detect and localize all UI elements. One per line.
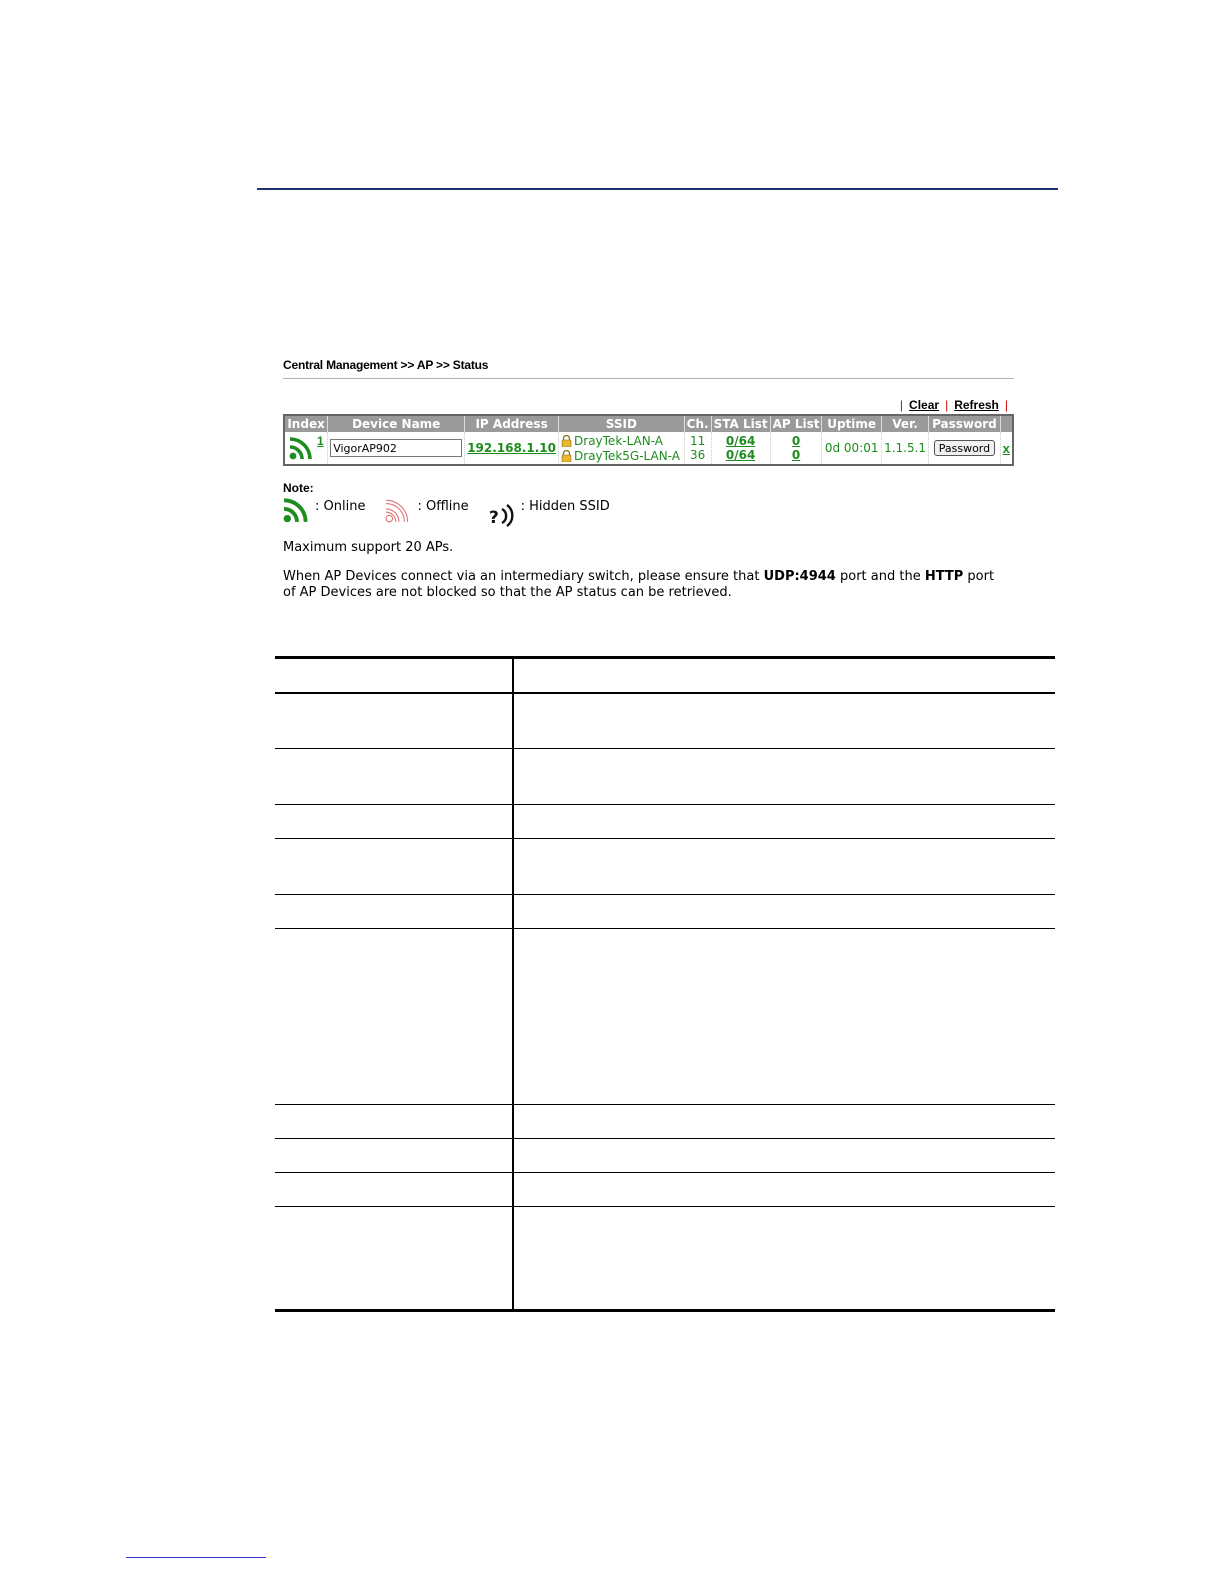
- desc-row: [275, 895, 1055, 929]
- separator: |: [899, 398, 904, 412]
- desc-row: [275, 693, 1055, 749]
- breadcrumb: Central Management >> AP >> Status: [283, 358, 489, 372]
- col-sta-list: STA List: [711, 415, 770, 432]
- desc-cell: [275, 693, 513, 749]
- ap-status-screenshot: [283, 356, 1016, 601]
- separator: |: [945, 398, 949, 412]
- password-button[interactable]: Password: [934, 440, 995, 456]
- desc-cell: [513, 1207, 1055, 1311]
- col-index: Index: [284, 415, 328, 432]
- warning-text: [283, 569, 1008, 601]
- password-cell: [929, 432, 1000, 465]
- top-rule: [257, 188, 1058, 190]
- desc-cell: [513, 1139, 1055, 1173]
- ssid-line: [561, 433, 682, 448]
- legend-online: [283, 497, 365, 527]
- lock-icon: [561, 435, 572, 447]
- version-cell: 1.1.5.1: [881, 432, 929, 465]
- index-link[interactable]: 1: [317, 434, 324, 448]
- separator: |: [1004, 398, 1008, 412]
- desc-cell: [513, 929, 1055, 1105]
- desc-row: [275, 1105, 1055, 1139]
- sta-list-cell: [711, 432, 770, 465]
- action-cell: [1000, 432, 1013, 465]
- desc-row: [275, 839, 1055, 895]
- desc-row: [275, 1173, 1055, 1207]
- col-ssid: SSID: [559, 415, 685, 432]
- desc-cell: [513, 1105, 1055, 1139]
- ssid-line: [561, 448, 682, 463]
- ap-list-link[interactable]: 0: [791, 434, 801, 448]
- desc-cell: [275, 749, 513, 805]
- wifi-online-icon: [289, 436, 315, 463]
- desc-cell: [513, 895, 1055, 929]
- lock-icon: [561, 450, 572, 462]
- ip-cell: [465, 432, 559, 465]
- note-legend: [283, 497, 1016, 529]
- desc-cell: [275, 1105, 513, 1139]
- desc-cell: [275, 658, 513, 693]
- channel-value: 11: [689, 434, 706, 448]
- desc-header-row: [275, 658, 1055, 693]
- desc-cell: [513, 805, 1055, 839]
- ap-list-cell: [770, 432, 822, 465]
- desc-cell: [275, 1207, 513, 1311]
- channel-value: 36: [689, 448, 706, 462]
- desc-cell: [275, 839, 513, 895]
- description-table: [275, 656, 1055, 1312]
- desc-cell: [513, 749, 1055, 805]
- col-channel: Ch.: [684, 415, 711, 432]
- index-cell: [284, 432, 328, 465]
- legend-online-label: : Online: [315, 499, 366, 514]
- svg-text:?: ?: [488, 508, 499, 527]
- desc-cell: [275, 929, 513, 1105]
- desc-cell: [513, 839, 1055, 895]
- legend-hidden: [489, 497, 610, 531]
- desc-cell: [275, 805, 513, 839]
- ssid-cell: [559, 432, 685, 465]
- col-uptime: Uptime: [822, 415, 881, 432]
- hidden-ssid-icon: [489, 501, 517, 531]
- ap-list-link[interactable]: 0: [791, 448, 801, 462]
- col-version: Ver.: [881, 415, 929, 432]
- col-action: [1000, 415, 1013, 432]
- device-name-cell: [328, 432, 465, 465]
- desc-row: [275, 929, 1055, 1105]
- ip-address-link[interactable]: 192.168.1.10: [467, 441, 557, 455]
- desc-cell: [513, 693, 1055, 749]
- wifi-offline-icon: [385, 497, 413, 527]
- warning-part: port and the: [835, 569, 925, 584]
- warning-part: When AP Devices connect via an intermediary switch, please ensure that: [283, 569, 764, 584]
- footer-rule: [126, 1557, 266, 1558]
- note-title: Note:: [283, 481, 314, 495]
- table-header-row: [284, 415, 1013, 432]
- col-ap-list: AP List: [770, 415, 822, 432]
- http-port: HTTP: [924, 569, 964, 584]
- refresh-link[interactable]: Refresh: [954, 398, 999, 412]
- legend-offline-label: : Offline: [417, 499, 469, 514]
- desc-row: [275, 749, 1055, 805]
- clear-link[interactable]: Clear: [909, 398, 940, 412]
- legend-hidden-label: : Hidden SSID: [520, 499, 610, 514]
- ap-status-table: [283, 414, 1014, 466]
- desc-row: [275, 1139, 1055, 1173]
- desc-cell: [513, 658, 1055, 693]
- col-password: Password: [929, 415, 1000, 432]
- legend-offline: [385, 497, 468, 527]
- ssid-text: DrayTek5G-LAN-A: [574, 448, 680, 463]
- desc-cell: [513, 1173, 1055, 1207]
- delete-icon[interactable]: x: [1002, 440, 1010, 456]
- sta-list-link[interactable]: 0/64: [725, 434, 756, 448]
- warning-part: port of AP Devices are not blocked so that the AP status can be retrieved.: [283, 569, 995, 600]
- action-links: [283, 398, 1014, 412]
- max-support-text: Maximum support 20 APs.: [283, 540, 454, 555]
- desc-row: [275, 805, 1055, 839]
- uptime-cell: 0d 00:01: [822, 432, 881, 465]
- desc-cell: [275, 895, 513, 929]
- table-row: [284, 432, 1013, 465]
- channel-cell: [684, 432, 711, 465]
- desc-cell: [275, 1173, 513, 1207]
- device-name-input[interactable]: [330, 439, 462, 457]
- ssid-text: DrayTek-LAN-A: [574, 433, 664, 448]
- col-device-name: Device Name: [328, 415, 465, 432]
- wifi-online-icon: [283, 497, 311, 527]
- col-ip-address: IP Address: [465, 415, 559, 432]
- breadcrumb-divider: [283, 378, 1014, 379]
- sta-list-link[interactable]: 0/64: [725, 448, 756, 462]
- desc-row: [275, 1207, 1055, 1311]
- udp-port: UDP:4944: [763, 569, 836, 584]
- desc-cell: [275, 1139, 513, 1173]
